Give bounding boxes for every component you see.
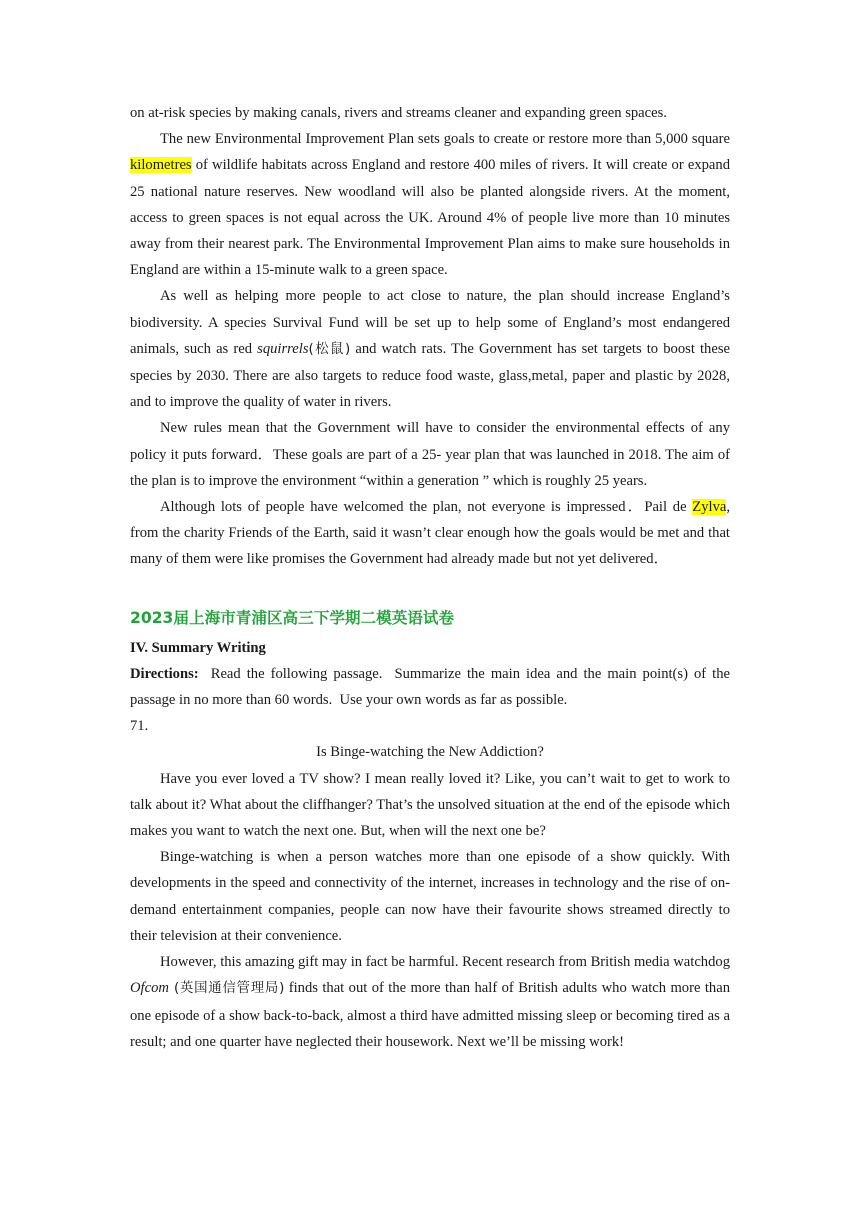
highlighted-word-zylva: Zylva (692, 499, 727, 516)
paragraph-text: finds that out of the more than half of British adults who watch more than one episode of a show back-to-back, almost a third have admitted missing sleep or becoming tired as a result; and one quarter have neglected their housework. Next we’ll be missing work! (130, 980, 730, 1050)
chinese-gloss-squirrels: (松鼠) (308, 341, 351, 357)
paragraph-continuation: on at-risk species by making canals, rivers and streams cleaner and expanding green spaces. (130, 105, 667, 121)
paragraph-text: and watch rats. The Government has set targets to boost these species by 2030. There are also targets to reduce food waste, glass,metal, paper and plastic by 2028, and to improve the quality of water in rivers. (130, 340, 730, 411)
question-number: 71. (130, 718, 149, 735)
paragraph-text: As well as helping more people to act close to nature, the plan should increase England’s biodiversity. A species Survival Fund will be set up to help some of England’s most endangered animals, such as red (130, 288, 730, 357)
passage-title: Is Binge-watching the New Addiction? (316, 744, 544, 761)
exam-heading: 2023届上海市青浦区高三下学期二模英语试卷 (130, 608, 455, 627)
paragraph-tv-show: Have you ever loved a TV show? I mean really loved it? Like, you can’t wait to get to work to talk about it? What about the cliffhanger? That’s the unsolved situation at the end of the episode which makes you want to watch the next one. But, when will the next one be? (130, 770, 730, 840)
paragraph-binge-definition: Binge-watching is when a person watches more than one episode of a show quickly. With developments in the speed and connectivity of the internet, increases in technology and the rise of on-demand entertainment companies, people can now have their favourite shows streamed directly to their television at their convenience. (130, 849, 730, 944)
paragraph-biodiversity (130, 283, 730, 415)
document-content (130, 100, 734, 1055)
section-title: IV. Summary Writing (130, 639, 266, 656)
chinese-gloss-ofcom: (英国通信管理局) (168, 981, 285, 997)
italic-word-squirrels: squirrels (257, 340, 309, 357)
paragraph-environmental-plan (130, 126, 730, 283)
italic-word-ofcom: Ofcom (130, 980, 169, 997)
paragraph-text: The new Environmental Improvement Plan sets goals to create or restore more than 5,000 square (160, 131, 730, 148)
paragraph-criticism (130, 494, 730, 573)
paragraph-new-rules: New rules mean that the Government will have to consider the environmental effects of any policy it puts forward．These goals are part of a 25- year plan that was launched in 2018. The aim of the plan is to improve the environment “within a generation ” which is roughly 25 years. (130, 420, 730, 489)
directions (130, 661, 734, 713)
paragraph-text: of wildlife habitats across England and restore 400 miles of rivers. It will create or expand 25 national nature reserves. New woodland will also be planted alongside rivers. At the moment, access to green spaces is not equal across the UK. Around 4% of people live more than 10 minutes away from their nearest park. The Environmental Improvement Plan aims to make sure households in England are within a 15-minute walk to a green space. (130, 157, 730, 279)
paragraph-text: , from the charity Friends of the Earth, said it wasn’t clear enough how the goals would be met and that many of them were like promises the Government had already made but not yet delivered． (130, 499, 730, 568)
directions-text: Read the following passage. Summarize the main idea and the main point(s) of the passage in no more than 60 words. Use your own words as far as possible. (130, 665, 734, 709)
paragraph-text: Although lots of people have welcomed the plan, not everyone is impressed．Pail de (160, 499, 693, 516)
paragraph-text: However, this amazing gift may in fact be harmful. Recent research from British media watchdog (160, 954, 730, 971)
directions-label: Directions: (130, 665, 199, 682)
paragraph-harm (130, 949, 730, 1055)
highlighted-word-kilometres: kilometres (130, 157, 192, 174)
